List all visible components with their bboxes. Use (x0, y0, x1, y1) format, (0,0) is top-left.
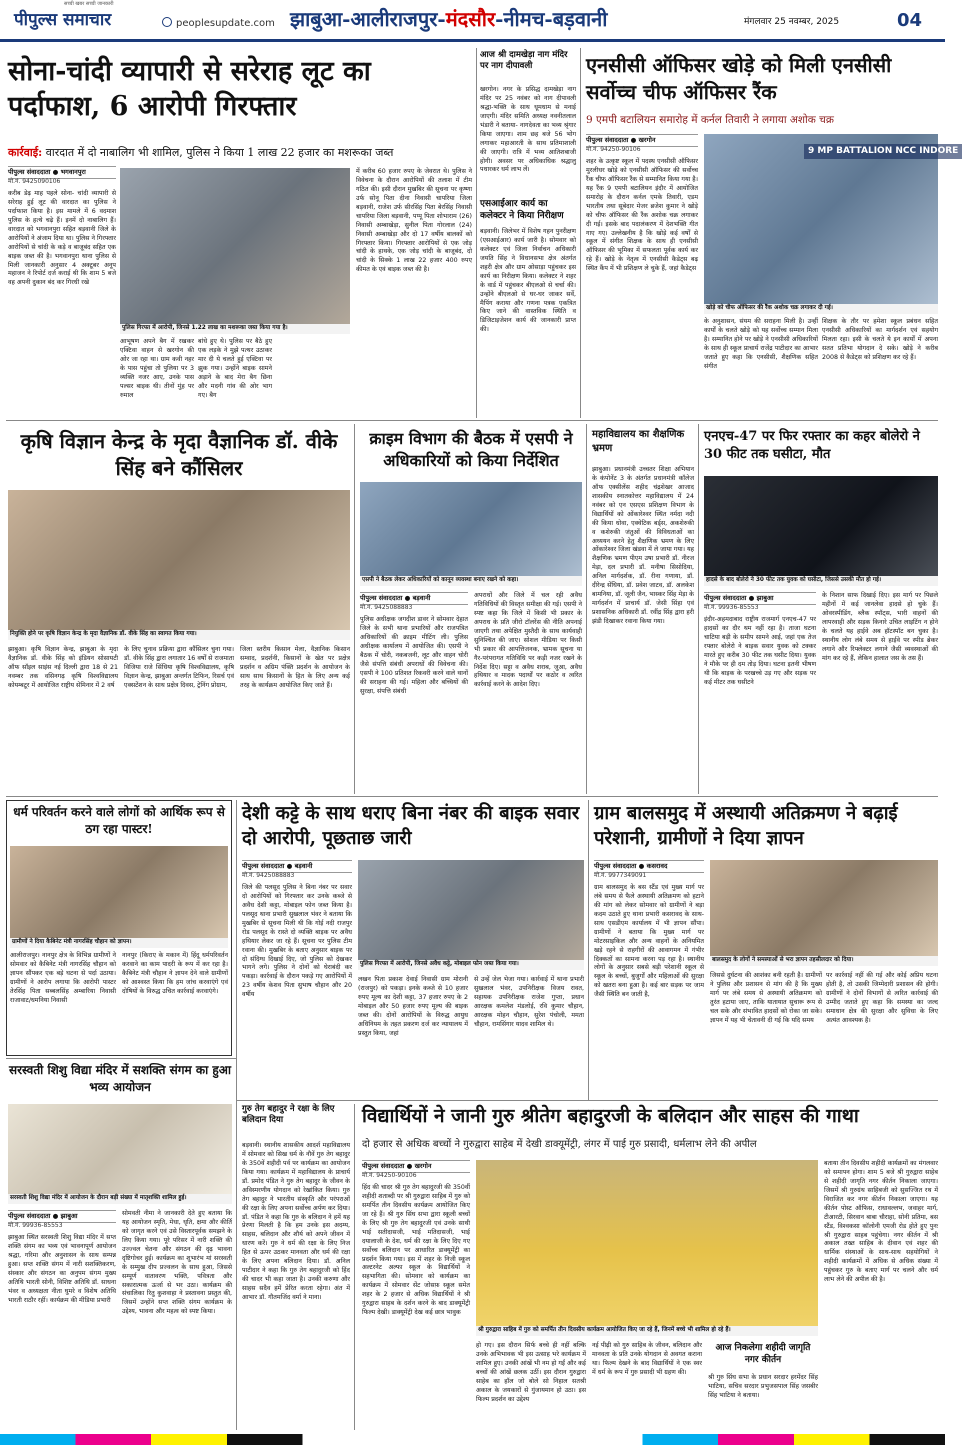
issue-date: मंगलवार 25 नवम्बर, 2025 (744, 17, 840, 27)
a11-photo (710, 860, 938, 956)
a1-body-col2: आभूषण अपने बैग में रखकर एक्टिवा वाहन से खरगोन की ओर जा रहा था। ग्राम कवी नहर के पास पहुंचा तो पुलिया पर 3 व्यक्ति नजर आए, उनके पास पल्सर बाइक थी। तीनों मुंह पर रुमाल (120, 338, 194, 399)
a5-body-col2: के लिए चुनाव प्रक्रिया द्वारा कौंसिलर चुना गया। डॉ. वीके सिंह द्वारा लगातार 16 वर्षों से राजमाता विजिया राजे सिंधिया कृषि विश्वविद्यालय, कृषि विज्ञान केन्द्र, झाबुआ अन्तर्गत टिफिन, रिसर्च एवं एक्सटेंशन के साथ प्रक्षेत्र दिवस, ट्रेनिंग प्रोग्राम, (124, 646, 234, 689)
section-divider (6, 1058, 236, 1059)
a11-headline: ग्राम बालसमुद में अस्थायी अतिक्रमण ने बढ़ाई परेशानी, ग्रामीणों ने दिया ज्ञापन (594, 803, 898, 849)
a1-headline: सोना-चांदी व्यापारी से सरेराह लूट का पर्दाफाश, 6 आरोपी गिरफ्तार (8, 56, 371, 123)
newspaper-logo: पीपुल्स समाचार (14, 10, 112, 30)
a12-mobile: मो.नं. 99936-85553 (8, 1222, 63, 1229)
a14-body-col2: हो गए। इस दौरान सिर्फ बच्चे ही नहीं बल्कि उनके अभिभावक भी इस उत्साह भरे कार्यक्रम में शामिल हुए। उनकी आंखें भी नम हो गईं और कई बच्चों की आंखें छलक उठीं। इस दौरान गुरुद्वारा साहेब का हॉल जो बोले सो निहाल सतश्री अकाल के जयकारों से गुंजायमान हो उठा। इस फिल्म प्रदर्शन का उद्देश्य (476, 1342, 586, 1403)
a2-headline: आज श्री दामखेड़ा नाग मंदिर पर नाग दीपावली (480, 50, 568, 72)
a11-body-col1: ग्राम बालसमुद के बस स्टैंड एवं मुख्य मार्ग पर लंबे समय से फैले अस्थायी अतिक्रमण को हटाने की मांग को लेकर सोमवार को ग्रामीणों ने बड़ा कदम उठाते हुए थाना प्रभारी कसरावद के साथ-साथ एसडीएम कार्यालय में भी ज्ञापन सौंपा। ग्रामीणों ने बताया कि मुख्य मार्ग पर मोटरसाइकिल और अन्य वाहनों के अनियमित खड़े रहने से राहगीरों की आवागमन में गंभीर दिक्कतों का सामना करना पड़ रहा है। स्थानीय लोगों के अनुसार सबसे बड़ी परेशानी स्कूल से स्कूल के बच्चों, बुजुर्गों और महिलाओं की सुरक्षा को खतरा बना हुआ है। कई बार सड़क पर जाम जैसी स्थिति बन जाती है, (594, 884, 704, 999)
globe-icon (162, 17, 172, 27)
a1-deck-text: वारदात में दो नाबालिग भी शामिल, पुलिस ने किया 1 लाख 22 हजार का मशरूका जब्त (42, 146, 394, 159)
column-divider (586, 424, 587, 794)
a11-caption: बालसमुद के लोगों ने समस्याओं से भरा ज्ञापन तहसीलदार को दिया। (710, 956, 938, 966)
a6-photo (360, 482, 582, 576)
a13-body: बड़वानी। स्थानीय शासकीय आदर्श महाविद्यालय में सोमवार को सिख धर्म के नौवें गुरु तेग बहादुर के 350वें शहीदी पर्व पर कार्यक्रम का आयोजन किया गया। कार्यक्रम में महाविद्यालय के प्राचार्य डॉ. प्रमोद पंडित ने गुरु तेग बहादुर के जीवन के अविस्मरणीय योगदान को रेखांकित किया। गुरु तेग बहादुर ने भारतीय संस्कृति और परंपराओं की रक्षा के लिए अपना सर्वोच्च अर्पण कर दिया। डॉ. पंडित ने कहा कि गुरु के बलिदान ने हमें यह प्रेरणा मिलती है कि हम उनके इस अदम्य, साहस, बलिदान और शौर्य को अपने जीवन में धारण करें। गुरु ने धर्म की रक्षा के लिए निज हित से ऊपर उठकर मानवता और धर्म की रक्षा के लिए अपना बलिदान दिया। डॉ. अनिल पाटीदार ने कहा कि गुरु तेग बहादुरजी को हिंद की चादर भी कहा जाता है। उनकी करुणा और साहस सदैव हमें प्रेरित करता रहेगा। अंत में आभार डॉ. गौतमजिंद वर्मा ने माना। (242, 1142, 350, 1301)
column-divider (698, 424, 699, 794)
a1-body-col4: में करीब 60 हजार रुपए के जेवरात थे। पुलिस ने विवेचना के दौरान आरोपियों की तलाश में टीम गठित की। इसी दौरान मुखबिर की सूचना पर कृष्णा उर्फ सोनू पिता दीना निवासी चापरिया जिला बड़वानी, राजेश उर्फ सीरसिंह पिता बेरसिंह निवासी चापरिया जिला बड़वानी, पप्पू पिता शोभाराम (26) निवासी अम्बाखेड़ा, सुनील पिता गोरलाल (24) निवासी अम्बाखेड़ा और दो 17 वर्षीय बालकों को गिरफ्तार किया। गिरफ्तार आरोपियों से एक जोड़ चांदी के हाथके, एक जोड़ चांदी के बाजूबंद, दो चांदी के सिक्के 1 लाख 22 हजार 400 रुपए कीमत के एवं बाइक जब्त की है। (356, 168, 472, 274)
a11-mobile: मो.नं. 9977349091 (594, 872, 647, 879)
a5-body-col1: झाबुआ। कृषि विज्ञान केन्द्र, झाबुआ के मृदा वैज्ञानिक डॉ. वीके सिंह को इंडियन सोसायटी ऑफ सॉइल साइंस नई दिल्ली द्वारा 18 से 21 नवम्बर तक वसिनगढ़ कृषि विश्वविद्यालय कोयम्बटूर में आयोजित राष्ट्रीय सेमिनार में 2 वर्ष (8, 646, 118, 689)
a14-side-headline: आज निकलेगा शहीदी जागृति नगर कीर्तन (715, 1343, 811, 1366)
a7-headline: महाविद्यालय का शैक्षणिक भ्रमण (592, 429, 685, 454)
a7-body: झाबुआ। प्रधानमंत्री उच्चतर शिक्षा अभियान के कंपोनेंट 3 के अंतर्गत प्रधानमंत्री कॉलेज ऑफ एक्सीलेंस शहीद चंद्रशेखर आजाद शासकीय स्नातकोत्तर महाविद्यालय में 24 नवंबर को एन एसएस प्रशिक्षण विभाग के विद्यार्थियों को ओंकारेश्वर स्थित नर्मदा नदी की किया धोवा, एक्वेटिक बर्ड्स, अकशेरुकी व कशेरुकी जंतुओं की विविधताओं का अध्ययन करने हेतु शैक्षणिक भ्रमण के लिए ओंकारेश्वर जिला खंडवा में ले जाया गया। यह शैक्षणिक भ्रमण पीएम उषा प्रभारी डॉ. नीरज मेड़ा, दल प्रभारी डॉ. मनीषा सिसोदिया, अनिल मार्गदर्शक, डॉ. रीना गणाया, डॉ. दीरेन्द्र सेंधिया, डॉ. प्रवेश जाटव, डॉ. अलकेश बामनिया, डॉ. जूली जैन, भास्कर सिंह मेड़ा के मार्गदर्शन में प्राचार्य डॉ. जेसी सिंहा एवं प्रशासनिक अधिकारी डॉ. रवींद्र सिंह द्वारा हरी झंडी दिखाकर रवाना किया गया। (592, 466, 694, 625)
column-divider (588, 800, 589, 1100)
masthead (0, 0, 945, 42)
a8-photo (704, 476, 938, 576)
a6-body-col2: अपराधों और जिले में चल रही अवैध गतिविधियों की विस्तृत समीक्षा की गई। एसपी ने स्पष्ट कहा कि जिले में किसी भी प्रकार के अपराध के प्रति जीरो टॉलरेंस की नीति अपनाई जाएगी तथा अपेक्षित मुस्तैदी के साथ कार्यवाही सुनिश्चित की जाए। सोशल मीडिया पर किसी भी प्रकार की आपत्तिजनक, भ्रामक सूचना या गैर-परंपरागत गतिविधि पर कड़ी नजर रखने के निर्देश दिए। सट्टा व अवैध शराब, जुआ, अवैध हथियार व मादक पदार्थों पर कठोर व त्वरित कार्रवाई करने के आदेश दिए। (474, 592, 582, 689)
a1-body-col4-cont (276, 338, 350, 414)
a14-caption: श्री गुरुद्वारा साहिब में गुरु को समर्पित तीन दिवसीय कार्यक्रम आयोजित किए जा रहे हैं, जिनमें बच्चे भी शामिल हो रहे हैं। (476, 1326, 818, 1336)
a10-photo (358, 860, 584, 960)
a10-body-col3: से उन्हें जेल भेजा गया। कार्रवाई में थाना प्रभारी सुखलाल भंवर, उपनिरीक्षक विजय रावत, सहायक उपनिरीक्षक राजेश गुप्ता, प्रधान आरक्षक कमलेश मंडलोई, रवि कुमार चौहान, आरक्षक मोहन चौहान, सुरेश पंचोली, ममता चौहान, रामसिंगार यादव शामिल थे। (474, 976, 584, 1028)
a12-byline: पीपुल्स संवाददाता ● झाबुआ (8, 1210, 116, 1223)
a5-body-col3: जिला स्तरीय किसान मेला, वैज्ञानिक किसान सम्वाद, प्रदर्शनी, किसानों के खेत पर प्रक्षेत्र प्रदर्शन व अग्रिम पंक्ति प्रदर्शन के आयोजन के साथ साथ किसानों के हित के लिए अन्य कई तरह के कार्यक्रम आयोजित किए जाते हैं। (240, 646, 350, 689)
section-divider (236, 1100, 938, 1101)
a11-byline: पीपुल्स संवाददाता ● कसरावद (594, 860, 704, 873)
a9-photo (10, 846, 228, 938)
registration-strip (0, 1434, 945, 1445)
a6-mobile: मो.नं. 9425088883 (360, 604, 413, 611)
a12-body-col1: झाबुआ स्थित सरस्वती शिशु विद्या मंदिर में सप्त शक्ति संगम का भव्य एवं भावनापूर्ण आयोजन श्रद्धा, गरिमा और अनुशासन के साथ सम्पन्न हुआ। सप्त शक्ति संगम में नारी सशक्तिकरण, संस्कार और संगठन का अनुपम संगम मुख्य अतिथि भारती सोनी, विशिष्ट अतिथि डॉ. साधना भंवर व अध्यक्षता नीता घुमरे व विशेष अतिथि भारती राठौर रहीं। कार्यक्रम की मीडिया प्रभारी (8, 1234, 116, 1304)
a11-body-col2: जिससे दुर्घटना की आशंका बनी रहती है। ग्रामीणों ने पुलिस और प्रशासन से मांग की है कि मुख्य मार्ग पर लंबे समय से अस्थायी अतिक्रमण को तुरंत हटाया जाए, ताकि यातायात सुचारू रूप से चल सके और संभावित हादसों को रोका जा सके। ज्ञापन में यह भी चेतावनी दी गई कि यदि समय (710, 972, 822, 1024)
a12-body-col2: सोमवती नीमा ने जानकारी देते हुए बताया कि यह आयोजन स्मृति, मेधा, धृति, क्षमा और कीर्ति को जागृत करने एवं उसे विस्तारपूर्वक समझने के लिए किया गया। पूरे परिसर में नारी शक्ति की उज्ज्वल चेतना और संगठन की दृढ़ भावना दृष्टिगोचर हुई। कार्यक्रम का शुभारंभ मां सरस्वती के सम्मुख दीप प्रज्वलन के साथ हुआ, जिससे सम्पूर्ण वातावरण भक्ति, पवित्रता और सकारात्मक ऊर्जा से भर उठा। कार्यक्रम की संचालिका रितु कुशवाहा ने प्रस्तावना प्रस्तुत की, जिसमें उन्होंने सप्त शक्ति संगम कार्यक्रम के उद्देश्य, भावना और महत्व को स्पष्ट किया। (122, 1210, 232, 1316)
a14-byline: पीपुल्स संवाददाता ● खरगोन (362, 1160, 470, 1173)
logo-tagline: सच्ची खबर सच्ची जानकारी (64, 1, 114, 7)
a9-headline: धर्म परिवर्तन करने वाले लोगों को आर्थिक रूप से ठग रहा पास्टर! (13, 805, 225, 836)
a12-photo (8, 1104, 232, 1194)
a1-caption: पुलिस गिरफ्त में आरोपी, जिनसे 1.22 लाख का मशरूका जब्त किया गया है। (120, 324, 350, 334)
page-number: 04 (897, 10, 923, 31)
a6-byline: पीपुल्स संवाददाता ● बड़वानी (360, 592, 468, 605)
a4-photo-banner: 9 MP BATTALION NCC INDORE (804, 144, 962, 159)
a14-photo (476, 1160, 818, 1326)
a8-byline: पीपुल्स संवाददाता ● झाबुआ (704, 592, 816, 605)
a1-mobile: मो.नं. 9425090106 (8, 178, 61, 185)
a5-photo (8, 490, 350, 630)
a4-mobile: मो.नं. 94250-90106 (586, 146, 641, 153)
a2-body: खरगोन। नगर के प्रसिद्ध दामखेड़ा नाग मंदिर पर 25 नवंबर को नाग दीपावली श्रद्धा-भक्ति के साथ धूमधाम से मनाई जाएगी। मंदिर समिति अध्यक्ष नवनीतलाल भंडारी ने बताया- नागदेवता का भव्य श्रृंगार किया जाएगा। शाम छह बजे 56 भोग लगाकर महाआरती के साथ प्रतिमाशाली की जाएगी। रात्रि में भव्य आतिशबाजी होगी। अवसर पर अधिकाधिक श्रद्धालु पधारकर धर्म लाभ लें। (480, 86, 576, 174)
edition-part-1: झाबुआ-आलीराजपुर- (290, 7, 446, 31)
a4-body-col1: शहर के उत्कृष्ट स्कूल में पदस्थ एनसीसी ऑफिसर मुरलीधर खोड़े को एनसीसी ऑफिसर की सर्वोच्च रैंक चीफ ऑफिसर रैंक से सम्मानित किया गया है। यह रैंक 9 एमपी बटालियन इंदौर में आयोजित समारोह के दौरान कर्नल एमके तिवारी, एडम भारतीय तथा सूबेदार मेजर ब्रजेश कुमार ने खोड़े को चीफ ऑफिसर की रैंक अशोक चक्र लगाकर दी गई। इसके बाद पदालंकरण में देशभक्ति गीत गाए गए। उल्लेखनीय है कि खोड़े कई वर्षों से स्कूल में संगीत शिक्षक के साथ ही एनसीसी ऑफिसर की भूमिका में सफलता पूर्वक कार्य कर रहे हैं। खोड़े के नेतृत्व में एनसीसी कैडेट्स बढ़ स्थित कैंप में भी प्रशिक्षण ले चुके हैं, जहां कैडेट्स (586, 158, 698, 273)
a14-side-body: श्री गुरु सिंघ सभा के प्रधान सरदार हरमेंदर सिंह भाटिया, सचिव सरदार प्रभुजसपाल सिंह जसबीर सिंह भाटिया ने बताया। (708, 1374, 818, 1399)
a10-caption: पुलिस गिरफ्त में आरोपी, जिनसे अवैध कट्टे, मोबाइल फोन जब्त किया गया। (358, 960, 584, 970)
a4-photo (704, 134, 959, 304)
a8-caption: हादसे के बाद बोलेरो ने 30 फीट तक युवक को घसीटा, जिससे उसकी मौत हो गई। (704, 576, 938, 586)
edition-title (290, 5, 607, 33)
a14-deck: दो हजार से अधिक बच्चों ने गुरुद्वारा साहेब में देखी डाक्यूमेंट्री, लंगर में पाई गुरु प्रसादी, धर्मलाभ लेने की अपील (362, 1139, 757, 1150)
a6-body-col1: पुलिस अधीक्षक जगदीश डावर ने सोमवार देहात जिले के सभी थाना प्रभारियों और राजपत्रित अधिकारियों की क्राइम मीटिंग ली। पुलिस अधीक्षक कार्यालय में आयोजित की। एसपी ने बैठक में चोरी, नकबजनी, लूट और वाहन चोरी जैसे संपत्ति संबंधी अपराधों की विवेचना की। एसपी ने 100 प्रतिशत रिकवरी करने वाले थानों की सराहना की गई। महिला और बच्चियों की सुरक्षा, संपत्ति संबंधी (360, 616, 468, 695)
a1-body-col1: करीब डेढ़ माह पहले सोना- चांदी व्यापारी से सरेराह हुई लूट की वारदात का पुलिस ने पर्दाफाश किया है। इस मामले में 6 वदमाश पुलिस के हत्थे चढ़े हैं। इनमें दो नाबालिग हैं। वारदात को भगवानपुरा सहित बड़वानी जिले के आरोपियों ने अंजाम दिया था। पुलिस ने गिरफ्तार आरोपियों से चांदी के कड़े व बाजूबंद सहित एक बाइक जब्त की है। भगवानपुरा थाना पुलिस से मिली जानकारी अनुसार 4 अक्टूबर अनूप महाजन ने रिपोर्ट दर्ज कराई थी कि शाम 5 बजे वह अपनी दुकान बंद कर गिरधी रखे (8, 190, 116, 287)
a14-body-col3: नई पीढ़ी को गुरु साहिब के जीवन, बलिदान और मानवता के प्रति उनके योगदान से अवगत कराना था। फिल्म देखने के बाद विद्यार्थियों ने एक स्वर में धर्म के रूप में गुरु प्रसादी भी ग्रहण की। (592, 1342, 702, 1376)
a6-headline: क्राइम विभाग की बैठक में एसपी ने अधिकारियों को किया निर्देशित (369, 429, 573, 471)
a9-caption: ग्रामीणों ने दिया कैबिनेट मंत्री नागरसिंह चौहान को ज्ञापन। (10, 938, 228, 948)
a4-body-col3: शिक्षक के तौर पर हमेशा स्कूल प्रबंधन सहित एनसीसी अधिकारियों का मार्गदर्शन एवं सहयोग मिलता रहा। इसी के चलते ये इन कार्यों में अपना सतत प्रतिभा योगदान दे सके। खोड़े ने करीब 2008 से कैडेट्स को प्रशिक्षण कर रहे हैं। (822, 318, 938, 361)
a1-photo (120, 168, 350, 324)
a10-mobile: मो.नं. 9425088883 (242, 872, 295, 879)
column-divider (476, 48, 477, 418)
a13-headline: गुरु तेग बहादुर ने रक्षा के लिए बलिदान दिया (242, 1104, 335, 1126)
a9-body-col1: आलीराजपुर। नानपुर क्षेत्र के विभिन्न ग्रामीणों ने सोमवार को कैबिनेट मंत्री नागरसिंह चौहान को ज्ञापन सौंपकर एक बड़े घटना से पर्दा उठाया। ग्रामीणों ने आरोप लगाया कि आरोपी पास्टर तेरसिंह पिता सब्बलसिंह अम्बारिया निवासी राजावाट/धमनिया निवासी (10, 952, 116, 1004)
a10-body-col2: लखन पिता प्रकाश देवाई निवासी ग्राम मोरानी (राजपुर) को पकड़ा। इनके कब्जे से 10 हजार रुपए मूल्य का देशी कट्टा, 37 हजार रुपए के 2 मोबाइल और 50 हजार रुपए मूल्य की बाइक जब्त की। दोनों आरोपियों के विरुद्ध आयुध अधिनियम के तहत प्रकरण दर्ज कर न्यायालय में प्रस्तुत किया, जहां (358, 976, 468, 1037)
a8-headline: एनएच-47 पर फिर रफ्तार का कहर बोलेरो ने 30 फीट तक घसीटा, मौत (704, 429, 920, 463)
a4-headline: एनसीसी ऑफिसर खोड़े को मिली एनसीसी सर्वोच्च चीफ ऑफिसर रैंक (586, 53, 892, 104)
a8-body-col2: के निशान साफ दिखाई दिए। इस मार्ग पर पिछले महीनों में कई जानलेवा हादसे हो चुके हैं। ओवरस्पीडिंग, ब्लैक स्पॉट्स, भारी वाहनों की लापरवाही और सड़क किनारे उचित लाइटिंग न होने के चलते यह हाईवे अब हॉटस्पॉट बन चुका है। स्थानीय लोग लंबे समय से हाईवे पर स्पीड ब्रेकर लगाने और रिफ्लेक्टर लगाने जैसी व्यवस्थाओं की मांग कर रहे हैं, लेकिन हालात जस के तस हैं। (822, 592, 938, 662)
a8-mobile: मो.नं. 99936-85553 (704, 604, 759, 611)
column-divider (354, 424, 355, 794)
a11-body-col3: पर कार्रवाई नहीं की गई और कोई अप्रिय घटना होती है, तो उसकी जिम्मेदारी प्रशासन की होगी। ग्रामीणों ने दोनों विभागों से त्वरित कार्रवाई की उम्मीद जताते हुए कहा कि समस्या का जल्द समाधान क्षेत्र की सुरक्षा और सुविधा के लिए अत्यंत आवश्यक है। (826, 972, 938, 1024)
a4-byline: पीपुल्स संवाददाता ● खरगोन (586, 134, 698, 147)
a10-headline: देशी कट्टे के साथ धराए बिना नंबर की बाइक सवार दो आरोपी, पूछताछ जारी (242, 803, 580, 849)
a3-body: बड़वानी। जिलेभर में विशेष गहन पुनरीक्षण (एसआईआर) कार्य जारी है। सोमवार को कलेक्टर एवं जिला निर्वाचन अधिकारी जयति सिंह ने विधानसभा क्षेत्र अंतर्गत शहरी क्षेत्र और ग्राम ओसाड़ा पहुंचकर इस कार्य का निरीक्षण किया। कलेक्टर ने शहर के वार्ड में पहुंचकर बीएलओ से चर्चा की। उन्होंने बीएलओ से घर-घर जाकर सर्वे, मैपिंग कराया और गणना पत्रक एकत्रित किए जाने की वास्तविक स्थिति व डिजिटाइजेशन कार्य की जानकारी प्राप्त की। (480, 228, 576, 334)
column-divider (236, 800, 237, 1430)
a14-body-col1: हिंद की चादर श्री गुरु तेग बहादुरजी की 350वीं शहीदी शताब्दी पर श्री गुरुद्वारा साहिब में गुरु को समर्पित तीन दिवसीय कार्यक्रम आयोजित किए जा रहे हैं। श्री गुरु सिंघ सभा द्वारा स्कूली बच्चों के लिए श्री गुरु तेग बहादुरजी एवं उनके साथी भाई सतीदासजी, भाई मतिदासजी, भाई दयालाजी के देश, धर्म की रक्षा के लिए दिए गए सर्वोच्च बलिदान पर आधारित डाक्यूमेंट्री का प्रदर्शन किया गया। इस में शहर के निजी स्कूल अल्टरनेट अल्फा स्कूल के विद्यार्थियों ने सहभागिता की। सोमवार को कार्यक्रम का कार्यक्रम में सोमवार सेंट जोसफ़ स्कूल समेत शहर के 2 हजार से अधिक विद्यार्थियों ने श्री गुरुद्वारा साहब के दर्शन करने के बाद डाक्यूमेंट्री फिल्म देखी। डाक्यूमेंट्री देख कई छात्र भावुक (362, 1184, 470, 1317)
a4-body-col2: के अनुशासन, संयम की सराहना मिली है। उन्हीं कार्यों के चलते खोड़े को यह सर्वोच्च सम्मान मिला है। सम्मानित होने पर खोड़े ने एनसीसी अधिकारियों के साथ ही स्कूल प्राचार्य राजेंद्र पाटीदार का आभार जताते हुए कहा कि एनसीसी, शैक्षणिक सहित संगीत (704, 318, 818, 370)
a6-caption: एसपी ने बैठक लेकर अधिकारियों को कानून व्यवस्था बनाए रखने को कहा। (360, 576, 582, 586)
a12-headline: सरस्वती शिशु विद्या मंदिर में सशक्ति संगम का हुआ भव्य आयोजन (8, 1063, 231, 1094)
a3-headline: एसआईआर कार्य का कलेक्टर ने किया निरीक्षण (480, 199, 564, 222)
a14-mobile: मो.नं. 94250-90106 (362, 1172, 417, 1179)
column-divider (580, 48, 581, 418)
edition-part-2: मंदसौर (445, 7, 496, 31)
a10-body-col1: जिले की पलसूद पुलिस ने बिना नंबर पर सवार दो आरोपियों को गिरफ्तार कर उनके कब्जे से अवैध देशी कट्टा, मोबाइल फोन जब्त किया है। पलसूद थाना प्रभारी सुखलाल भंवर ने बताया कि मुखबिर से सूचना मिली थी कि गोई नदी राजपुर रोड पलसूद के रास्ते दो व्यक्ति बाइक पर अवैध हथियार लेकर जा रहे हैं। सूचना पर पुलिस टीम रवाना की। मुखबिर के बताए अनुसार बाइक पर दो संदिग्ध दिखाई दिए, जो पुलिस को देखकर भागने लगे। पुलिस ने दोनों को घेराबंदी कर पकड़ा। कार्रवाई के दौरान पकड़े गए आरोपियों में 23 वर्षीय केशव पिता सुभाष चौहान और 20 वर्षीय (242, 884, 352, 999)
section-divider (6, 420, 938, 421)
a14-headline: विद्यार्थियों ने जानी गुरु श्रीतेग बहादुरजी के बलिदान और साहस की गाथा (362, 1105, 859, 1127)
section-divider (6, 796, 938, 797)
a1-body-col3: बांधे हुए थे। पुलिस पर बैठे हुए एक लड़के ने मुझे पत्थर उठाकर मार दी ये चलते हुई एक्टिवा पर झुक गया। उन्होंने बाइक सामने अड़ाने के बाद मेरा बैग छिना और मदनी गांव की ओर भाग गए। बैग (198, 338, 272, 399)
a8-body-col1: इंदौर-अहमदाबाद राष्ट्रीय राजमार्ग एनएच-47 पर हादसों का दौर थम नहीं रहा है। ताजा घटना चाटिया बड़ी के समीप सामने आई, जहां एक तेज रफ्तार बोलेरो ने बाइक सवार युवक को टक्कर मारते हुए करीब 30 फीट तक घसीट दिया। युवक ने मौके पर ही दम तोड़ दिया। घटना इतनी भीषण थी कि बाइक के परखच्चे उड़ गए और सड़क पर कई मीटर तक घसीटने (704, 616, 816, 686)
column-divider (354, 1104, 355, 1430)
a4-deck: 9 एमपी बटालियन समारोह में कर्नल तिवारी ने लगाया अशोक चक्र (586, 114, 834, 126)
edition-part-3: -नीमच-बड़वानी (495, 7, 608, 31)
a4-caption: खोड़े को चीफ ऑफिसर की रैंक अशोक चक्र लगाकर दी गई। (704, 304, 938, 314)
a10-byline: पीपुल्स संवाददाता ● बड़वानी (242, 860, 352, 873)
website-link[interactable]: peoplesupdate.com (176, 18, 275, 29)
a5-headline: कृषि विज्ञान केन्द्र के मृदा वैज्ञानिक डॉ. वीके सिंह बने कौंसिलर (20, 429, 338, 480)
a5-caption: नियुक्ति होने पर कृषि विज्ञान केन्द्र के मृदा वैज्ञानिक डॉ. वीके सिंह का स्वागत किया गया। (8, 630, 350, 640)
a1-byline: पीपुल्स संवाददाता ● भगवानपुरा (8, 166, 116, 179)
a1-deck-lead: कार्रवाई: (8, 146, 43, 159)
a14-body-col4: बताया तीन दिवसीय शहीदी कार्यक्रमों का मंगलवार को समापन होगा। शाम 5 बजे श्री गुरुद्वारा साहेब से शहीदी जागृति नगर कीर्तन निकाला जाएगा। जिसमें श्री गुरुग्रंथ साहिबजी को सुसज्जित रथ में विराजित कर नगर कीर्तन निकाला जाएगा। यह कीर्तन पोस्ट ऑफिस, राधावल्लभ, जवाहर मार्ग, टीआरटी, सिरवान बाबा चौराहा, सोनी प्रतिमा, बस स्टैंड, विश्वकसा कॉलोनी एमजी रोड होते हुए पुनः श्री गुरुद्वारा साहब पहुंचेगा। नगर कीर्तन में श्री अकाल तख्त साहिब के दीवान एवं शहर की धार्मिक संस्थाओं के साथ-साथ सहयोगियों ने शहीदी कार्यक्रमों में अधिक से अधिक संख्या में पहुंचकर गुरु के बताए मार्ग पर चलने और धर्म लाभ लेने की अपील की है। (824, 1160, 938, 1284)
a9-body-col2: नानपुर (किराए के मकान में) हिंदू धर्मपरिवर्तन करवाने का काम पादरी के रूप में कर रहा है। कैबिनेट मंत्री चौहान ने ज्ञापन देने वाले ग्रामीणों को आश्वस्त किया कि हम जांच करवाएंगे एवं दोषियों के विरुद्ध उचित कार्रवाई करवाएंगे। (122, 952, 228, 995)
a12-caption: सरस्वती शिशु विद्या मंदिर में आयोजन के दौरान बड़ी संख्या में मातृशक्ति शामिल हुई। (8, 1194, 232, 1204)
a1-deck (8, 146, 470, 162)
